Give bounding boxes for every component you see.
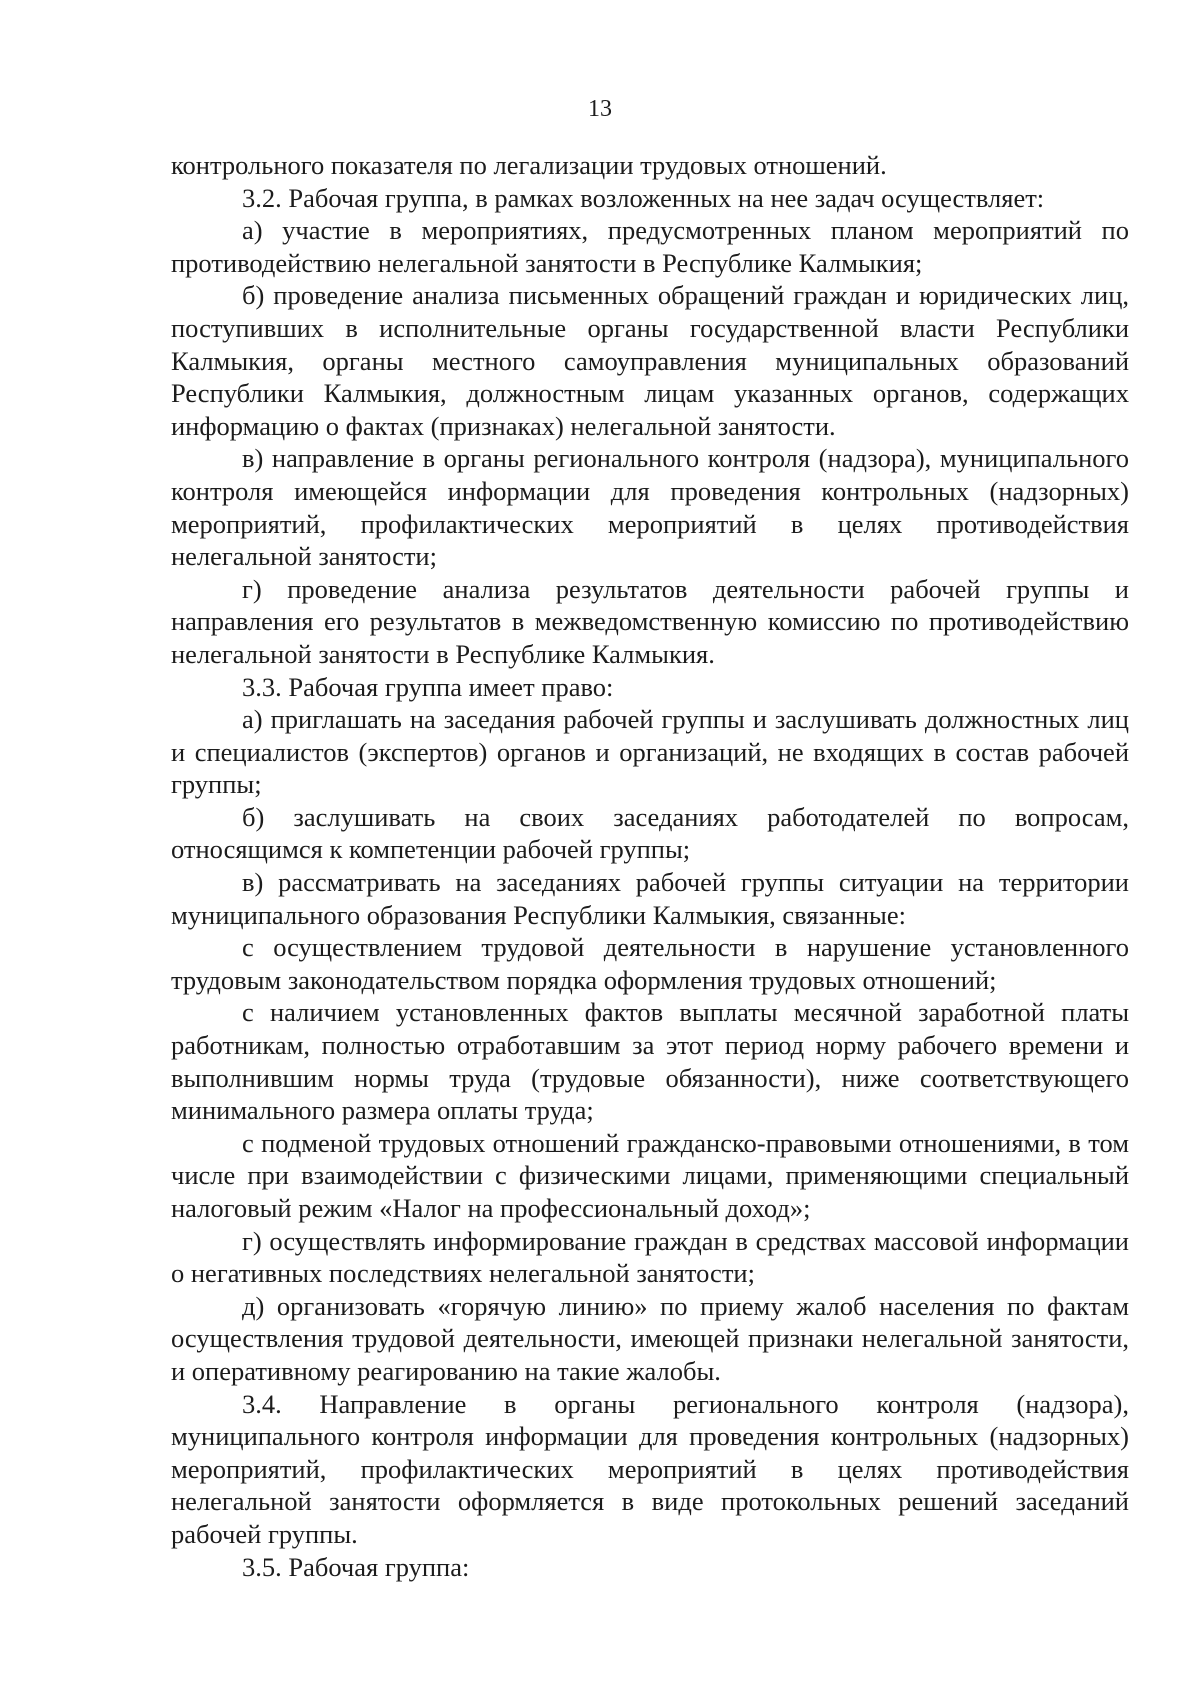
- paragraph-3-3-d: д) организовать «горячую линию» по приему жалоб населения по фактам осуществления трудовой деятельности, имеющей признаки нелегальной занятости, и оперативному реагированию на такие жалобы.: [171, 1290, 1129, 1386]
- paragraph-3-2-g: г) проведение анализа результатов деятельности рабочей группы и направления его результатов в межведомственную комиссию по противодействию нелегальной занятости в Республике Калмыкия.: [171, 573, 1129, 669]
- paragraph-3-2: 3.2. Рабочая группа, в рамках возложенных на нее задач осуществляет:: [242, 182, 1045, 213]
- paragraph-3-4: 3.4. Направление в органы регионального контроля (надзора), муниципального контроля информации для проведения контрольных (надзорных) мероприятий, профилактических мероприятий в целях противодействия нелегальной занятости оформляется в виде протокольных решений заседаний рабочей группы.: [171, 1388, 1129, 1549]
- paragraph-3-3-b: б) заслушивать на своих заседаниях работодателей по вопросам, относящимся к компетенции рабочей группы;: [171, 801, 1129, 865]
- paragraph-3-2-a: а) участие в мероприятиях, предусмотренных планом мероприятий по противодействию нелегальной занятости в Республике Калмыкия;: [171, 215, 1129, 278]
- page-number: 13: [588, 96, 612, 122]
- document-body: [171, 149, 1129, 1583]
- paragraph-3-3-a: а) приглашать на заседания рабочей группы и заслушивать должностных лиц и специалистов (экспертов) органов и организаций, не входящих в состав рабочей группы;: [171, 704, 1129, 800]
- paragraph-3-3-g: г) осуществлять информирование граждан в средствах массовой информации о негативных последствиях нелегальной занятости;: [171, 1225, 1129, 1289]
- paragraph-3-2-v: в) направление в органы регионального контроля (надзора), муниципального контроля имеющейся информации для проведения контрольных (надзорных) мероприятий, профилактических мероприятий в целях противодействия нелегальной занятости;: [171, 443, 1129, 572]
- paragraph-3-3-v-2: с наличием установленных фактов выплаты месячной заработной платы работникам, полностью отработавшим за этот период норму рабочего времени и выполнившим нормы труда (трудовые обязанности), ниже соответствующего минимального размера оплаты труда;: [171, 997, 1129, 1126]
- paragraph-3-3-v: в) рассматривать на заседаниях рабочей группы ситуации на территории муниципального образования Республики Калмыкия, связанные:: [171, 867, 1129, 930]
- paragraph-3-5: 3.5. Рабочая группа:: [242, 1551, 470, 1582]
- paragraph-3-3-v-1: с осуществлением трудовой деятельности в нарушение установленного трудовым законодательством порядка оформления трудовых отношений;: [171, 932, 1129, 995]
- paragraph-continuation: контрольного показателя по легализации трудовых отношений.: [171, 150, 887, 180]
- paragraph-3-2-b: б) проведение анализа письменных обращений граждан и юридических лиц, поступивших в исполнительные органы государственной власти Республики Калмыкия, органы местного самоуправления муниципальных образований Республики Калмыкия, должностным лицам указанных органов, содержащих информацию о фактах (признаках) нелегальной занятости.: [171, 280, 1129, 441]
- paragraph-3-3-v-3: с подменой трудовых отношений гражданско-правовыми отношениями, в том числе при взаимодействии с физическими лицами, применяющими специальный налоговый режим «Налог на профессиональный доход»;: [171, 1127, 1129, 1223]
- paragraph-3-3: 3.3. Рабочая группа имеет право:: [242, 671, 614, 702]
